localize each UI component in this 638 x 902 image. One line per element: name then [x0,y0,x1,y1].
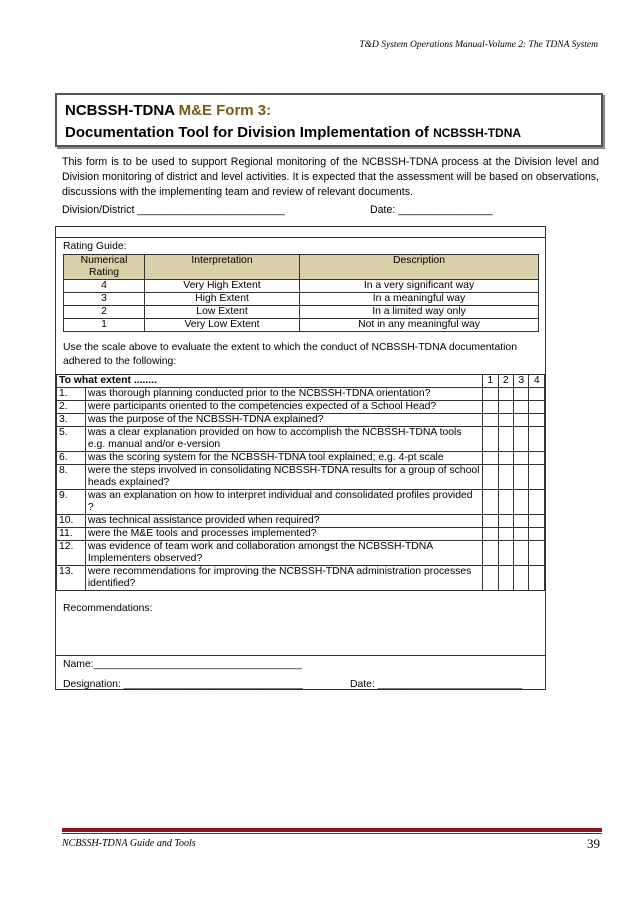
rating-guide-label: Rating Guide: [63,241,127,252]
extent-row [57,515,545,528]
rating-checkbox-3[interactable] [514,388,529,401]
rating-checkbox-4[interactable] [529,515,545,528]
designation-field[interactable]: Designation: _______________________________ [63,679,303,690]
item-question: were participants oriented to the competencies expected of a School Head? [85,401,482,414]
rating-checkbox-3[interactable] [514,427,529,452]
name-field[interactable]: Name:____________________________________ [63,659,302,670]
rating-checkbox-2[interactable] [498,388,513,401]
rating-cell: High Extent [145,293,300,306]
extent-row [57,401,545,414]
rating-checkbox-4[interactable] [529,388,545,401]
extent-row [57,541,545,566]
rating-checkbox-2[interactable] [498,427,513,452]
extent-row [57,566,545,591]
rating-checkbox-3[interactable] [514,541,529,566]
extent-row [57,465,545,490]
rating-checkbox-4[interactable] [529,465,545,490]
item-number: 13. [57,566,86,591]
page-number: 39 [587,836,600,851]
title-small: NCBSSH-TDNA [433,126,522,140]
footer-text: NCBSSH-TDNA Guide and Tools [62,838,196,849]
extent-row [57,388,545,401]
rating-checkbox-3[interactable] [514,528,529,541]
rating-checkbox-1[interactable] [483,401,498,414]
rating-checkbox-2[interactable] [498,566,513,591]
rating-checkbox-4[interactable] [529,414,545,427]
scale-header: 1 [483,375,498,388]
rating-checkbox-4[interactable] [529,427,545,452]
item-question: was the purpose of the NCBSSH-TDNA explained? [85,414,482,427]
extent-body [57,388,545,591]
rating-checkbox-1[interactable] [483,541,498,566]
title-accent: M&E Form 3: [178,102,272,119]
item-number: 5. [57,427,86,452]
intro-paragraph: This form is to be used to support Regional monitoring of the NCBSSH-TDNA process at the Division level and Division monitoring of district and level activities. It is expected that the assessment will be based on observations, discussions with the implementing team and review of relevant documents. [62,156,599,198]
rating-checkbox-3[interactable] [514,452,529,465]
item-number: 2. [57,401,86,414]
scale-header: 2 [498,375,513,388]
rating-cell: 1 [64,319,145,332]
item-number: 10. [57,515,86,528]
evaluation-form [55,226,546,690]
rating-header-row [64,255,539,280]
extent-header: To what extent ........ [57,375,483,388]
extent-table [56,374,545,591]
rating-row [64,293,539,306]
rating-checkbox-2[interactable] [498,401,513,414]
item-number: 3. [57,414,86,427]
rating-checkbox-2[interactable] [498,452,513,465]
footer-rule-thin [62,833,602,834]
item-question: was thorough planning conducted prior to the NCBSSH-TDNA orientation? [85,388,482,401]
rating-guide-table [63,254,539,332]
extent-row [57,528,545,541]
signature-date-field[interactable]: Date: _________________________ [350,679,523,690]
rating-checkbox-2[interactable] [498,541,513,566]
rating-cell: 2 [64,306,145,319]
title-prefix: NCBSSH-TDNA [65,102,175,119]
rating-checkbox-1[interactable] [483,452,498,465]
rating-checkbox-1[interactable] [483,465,498,490]
rating-checkbox-2[interactable] [498,528,513,541]
date-field[interactable]: Date: ________________ [370,204,493,216]
form-title-box [55,93,603,147]
rating-checkbox-2[interactable] [498,490,513,515]
rating-checkbox-4[interactable] [529,566,545,591]
item-question: was evidence of team work and collaboration amongst the NCBSSH-TDNA Implementers observed? [85,541,482,566]
extent-row [57,414,545,427]
form-title-line1 [65,102,271,119]
rating-cell: Very High Extent [145,280,300,293]
item-question: was a clear explanation provided on how to accomplish the NCBSSH-TDNA tools e.g. manual and/or e-version [85,427,482,452]
item-number: 1. [57,388,86,401]
form-title-line2 [65,124,521,141]
scale-instructions: Use the scale above to evaluate the extent to which the conduct of NCBSSH-TDNA documentation adhered to the following: [63,342,517,367]
rating-checkbox-3[interactable] [514,465,529,490]
rating-header-cell: Interpretation [145,255,300,280]
extent-header-row [57,375,545,388]
rating-cell: In a very significant way [300,280,539,293]
form-top-bar [56,227,545,238]
rating-checkbox-1[interactable] [483,427,498,452]
rating-cell: Low Extent [145,306,300,319]
division-date-line [62,204,599,216]
footer-rule [62,828,602,832]
item-number: 8. [57,465,86,490]
rating-checkbox-4[interactable] [529,528,545,541]
item-number: 11. [57,528,86,541]
rating-checkbox-3[interactable] [514,401,529,414]
running-header: T&D System Operations Manual-Volume 2: The TDNA System [359,40,598,50]
rating-checkbox-2[interactable] [498,414,513,427]
rating-checkbox-2[interactable] [498,515,513,528]
recommendations-divider [56,655,545,656]
division-field[interactable]: Division/District _________________________ [62,204,285,216]
rating-checkbox-1[interactable] [483,490,498,515]
rating-checkbox-1[interactable] [483,414,498,427]
rating-cell: In a meaningful way [300,293,539,306]
designation-line [63,679,523,690]
rating-checkbox-4[interactable] [529,452,545,465]
rating-checkbox-3[interactable] [514,490,529,515]
extent-row [57,427,545,452]
scale-header: 3 [514,375,529,388]
item-question: was an explanation on how to interpret individual and consolidated profiles provided ? [85,490,482,515]
title-main: Documentation Tool for Division Implementation of [65,124,429,141]
rating-checkbox-1[interactable] [483,388,498,401]
rating-cell: 4 [64,280,145,293]
rating-checkbox-4[interactable] [529,401,545,414]
rating-header-cell: Numerical Rating [64,255,145,280]
item-question: were the M&E tools and processes implemented? [85,528,482,541]
rating-row [64,280,539,293]
rating-checkbox-4[interactable] [529,490,545,515]
rating-row [64,319,539,332]
extent-row [57,490,545,515]
rating-checkbox-3[interactable] [514,515,529,528]
rating-cell: In a limited way only [300,306,539,319]
rating-cell: Not in any meaningful way [300,319,539,332]
rating-cell: 3 [64,293,145,306]
item-question: was the scoring system for the NCBSSH-TDNA tool explained; e.g. 4-pt scale [85,452,482,465]
recommendations-label: Recommendations: [63,603,153,614]
item-question: were recommendations for improving the NCBSSH-TDNA administration processes identified? [85,566,482,591]
item-number: 12. [57,541,86,566]
rating-checkbox-1[interactable] [483,515,498,528]
item-question: was technical assistance provided when required? [85,515,482,528]
rating-checkbox-1[interactable] [483,566,498,591]
rating-checkbox-3[interactable] [514,414,529,427]
rating-header-cell: Description [300,255,539,280]
scale-header: 4 [529,375,545,388]
rating-checkbox-3[interactable] [514,566,529,591]
rating-row [64,306,539,319]
extent-row [57,452,545,465]
rating-checkbox-4[interactable] [529,541,545,566]
rating-checkbox-1[interactable] [483,528,498,541]
rating-checkbox-2[interactable] [498,465,513,490]
item-number: 9. [57,490,86,515]
item-question: were the steps involved in consolidating NCBSSH-TDNA results for a group of school heads explained? [85,465,482,490]
rating-cell: Very Low Extent [145,319,300,332]
item-number: 6. [57,452,86,465]
